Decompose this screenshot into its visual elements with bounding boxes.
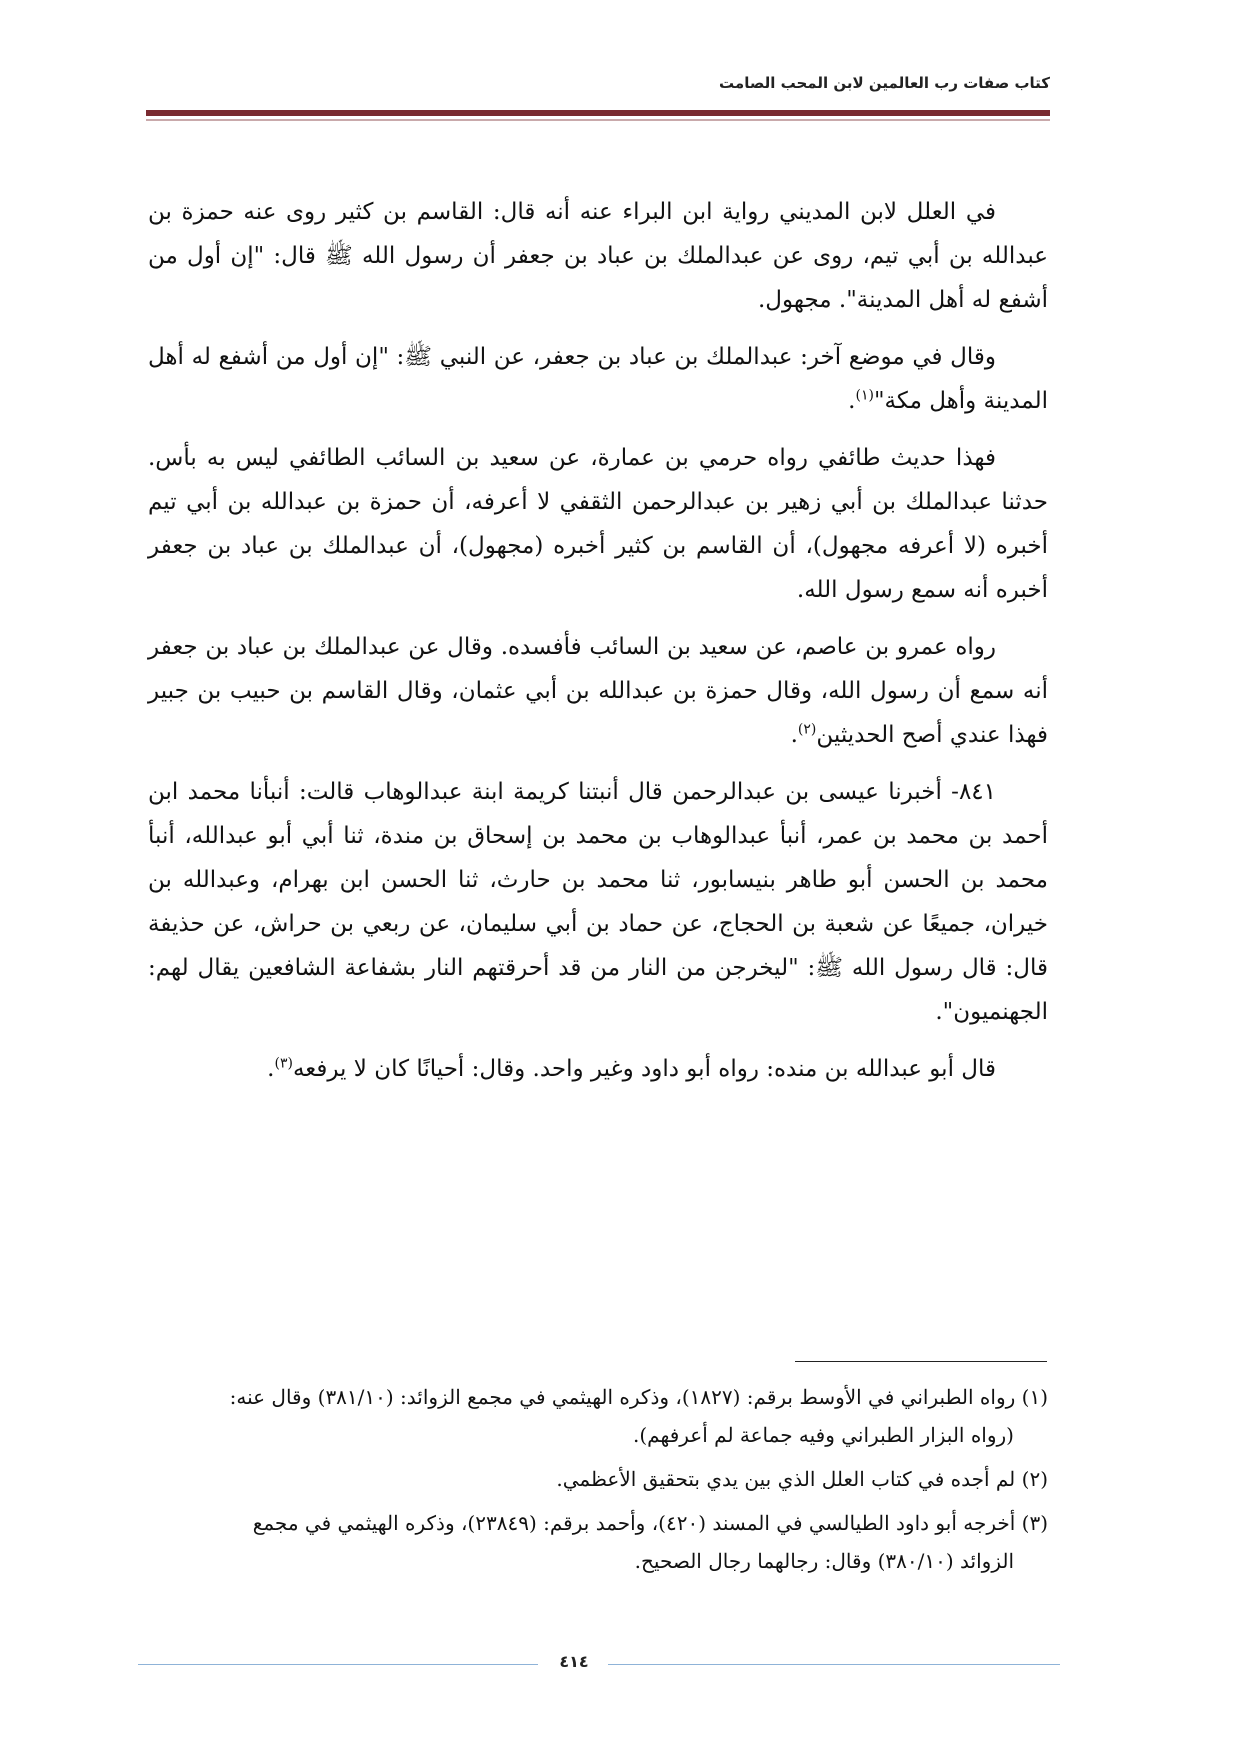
paragraph-3-text: فهذا حديث طائفي رواه حرمي بن عمارة، عن سعيد بن السائب الطائفي ليس به بأس. حدثنا عبدالملك بن أبي زهير بن عبدالرحمن الثقفي لا أعرفه، أن حمزة بن عبدالله بن أبي تيم أخبره (لا أعرفه مجهول)، أن القاسم بن كثير أخبره (مجهول)، أن عبدالملك بن عباد بن جعفر أخبره أنه سمع رسول الله. [148, 445, 1048, 603]
paragraph-4-end: . [790, 722, 798, 748]
footnotes [148, 1378, 1048, 1586]
footnote-3-line-2: الزوائد (٣٨٠/١٠) وقال: رجالهما رجال الصحيح. [634, 1549, 1014, 1573]
paragraph-5 [148, 770, 1048, 1034]
footnote-ref-1[interactable]: (١) [855, 387, 874, 404]
footnote-1-line-1: (١) رواه الطبراني في الأوسط برقم: (١٨٢٧)، وذكره الهيثمي في مجمع الزوائد: (٣٨١/١٠) وقال عنه: [229, 1385, 1048, 1409]
footnote-separator [795, 1361, 1047, 1362]
running-header: كتاب صفات رب العالمين لابن المحب الصامت [719, 74, 1050, 92]
main-text [148, 190, 1048, 1104]
footer-rule-left [138, 1664, 538, 1665]
header-rule-thick [146, 110, 1050, 116]
footnote-1 [148, 1378, 1048, 1454]
paragraph-6-text: قال أبو عبدالله بن منده: رواه أبو داود وغير واحد. وقال: أحيانًا كان لا يرفعه [292, 1056, 996, 1082]
paragraph-4 [148, 625, 1048, 757]
paragraph-5-text: ٨٤١- أخبرنا عيسى بن عبدالرحمن قال أنبتنا كريمة ابنة عبدالوهاب قالت: أنبأنا محمد ابن أحمد بن محمد بن عمر، أنبأ عبدالوهاب بن محمد بن إسحاق بن مندة، ثنا أبي أبو عبدالله، أنبأ محمد بن الحسن أبو طاهر بنيسابور، ثنا محمد بن حارث، ثنا الحسن ابن بهرام، وعبدالله بن خيران، جميعًا عن شعبة بن الحجاج، عن حماد بن أبي سليمان، عن ربعي بن حراش، عن حذيفة قال: قال رسول الله ﷺ: "ليخرجن من النار من قد أحرقتهم النار بشفاعة الشافعين يقال لهم: الجهنميون". [148, 779, 1048, 1025]
footnote-ref-3[interactable]: (٣) [274, 1055, 293, 1072]
paragraph-6-end: . [267, 1056, 275, 1082]
paragraph-2-end: . [848, 388, 856, 414]
footnote-ref-2[interactable]: (٢) [797, 721, 817, 738]
paragraph-1-text: في العلل لابن المديني رواية ابن البراء عنه أنه قال: القاسم بن كثير روى عنه حمزة بن عبدالله بن أبي تيم، روى عن عبدالملك بن عباد بن جعفر أن رسول الله ﷺ قال: "إن أول من أشفع له أهل المدينة". مجهول. [148, 199, 1048, 313]
paragraph-4-text: رواه عمرو بن عاصم، عن سعيد بن السائب فأفسده. وقال عن عبدالملك بن عباد بن جعفر أنه سمع أن رسول الله، وقال حمزة بن عبدالله بن أبي عثمان، وقال القاسم بن حبيب بن جبير فهذا عندي أصح الحديثين [148, 634, 1048, 748]
footnote-2-text: (٢) لم أجده في كتاب العلل الذي بين يدي بتحقيق الأعظمي. [556, 1467, 1048, 1491]
footnote-3 [148, 1504, 1048, 1580]
paragraph-2-text: وقال في موضع آخر: عبدالملك بن عباد بن جعفر، عن النبي ﷺ: "إن أول من أشفع له أهل المدينة وأهل مكة" [148, 344, 1048, 414]
footnote-2 [148, 1460, 1048, 1498]
footnote-1-line-2: (رواه البزار الطبراني وفيه جماعة لم أعرفهم). [633, 1423, 1014, 1447]
footer-rule-right [608, 1664, 1060, 1665]
footnote-3-line-1: (٣) أخرجه أبو داود الطيالسي في المسند (٤٢٠)، وأحمد برقم: (٢٣٨٤٩)، وذكره الهيثمي في مجمع [252, 1511, 1048, 1535]
paragraph-1 [148, 190, 1048, 322]
page-number: ٤١٤ [559, 1652, 589, 1671]
header-rule-thin [146, 119, 1050, 121]
paragraph-3 [148, 436, 1048, 612]
paragraph-6 [148, 1047, 1048, 1091]
paragraph-2 [148, 335, 1048, 423]
